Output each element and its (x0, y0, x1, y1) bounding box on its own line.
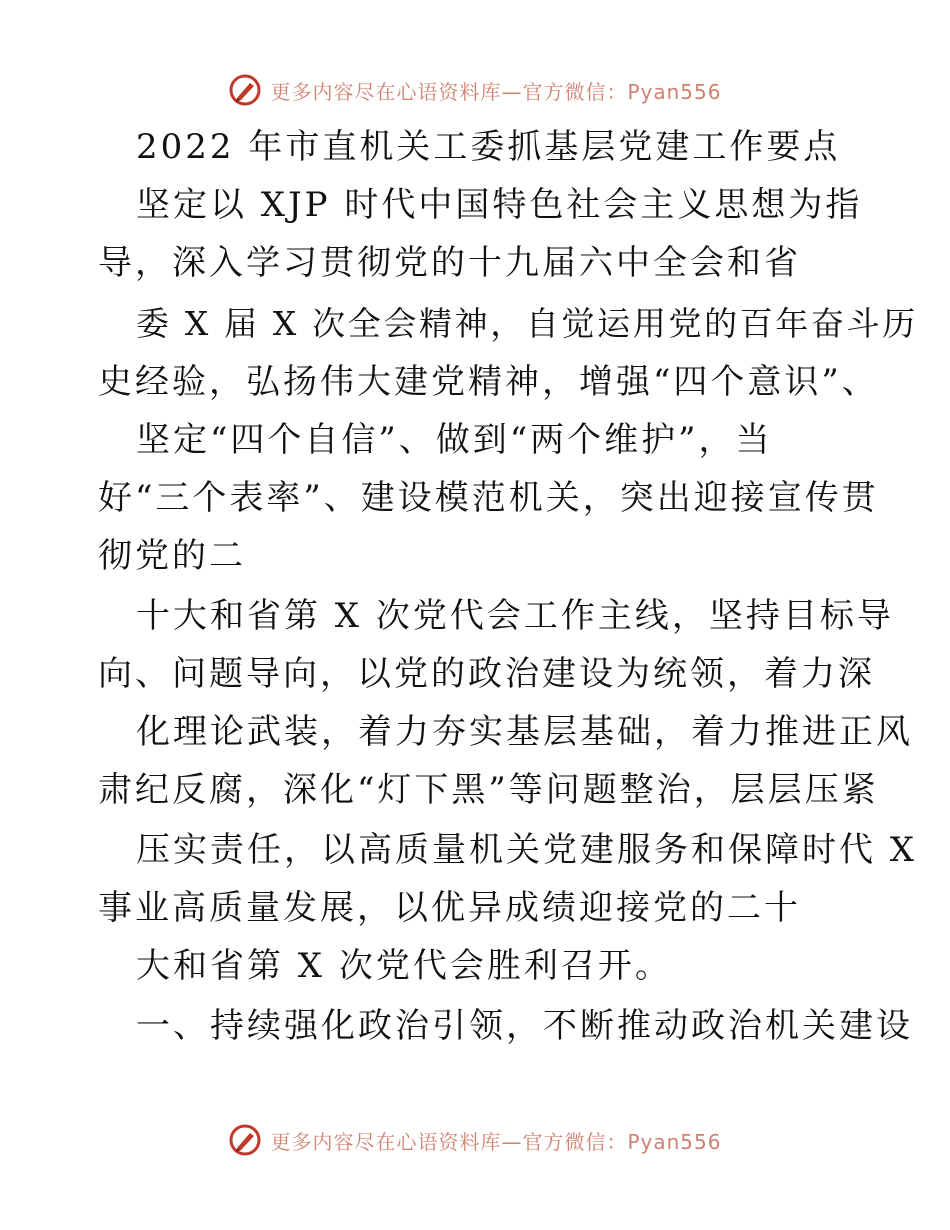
text-line: 史经验，弘扬伟大建党精神，增强“四个意识”、 (98, 362, 879, 402)
text-line: 向、问题导向，以党的政治建设为统领，着力深 (98, 654, 875, 694)
text-line: 委 X 届 X 次全会精神，自觉运用党的百年奋斗历 (136, 304, 918, 343)
text-line: 十大和省第 X 次党代会工作主线，坚持目标导 (136, 596, 894, 636)
text-line: 好“三个表率”、建设模范机关，突出迎接宣传贯 (98, 478, 879, 518)
document-title: 2022 年市直机关工委抓基层党建工作要点 (136, 127, 841, 167)
section-heading: 一、持续强化政治引领，不断推动政治机关建设 (136, 1006, 913, 1046)
text-line: 大和省第 X 次党代会胜利召开。 (136, 946, 672, 986)
text-line: 坚定“四个自信”、做到“两个维护”，当 (136, 420, 773, 460)
text-line: 肃纪反腐，深化“灯下黑”等问题整治，层层压紧 (98, 770, 879, 810)
pen-circle-logo-icon (228, 1123, 262, 1157)
text-line: 压实责任，以高质量机关党建服务和保障时代 X (136, 830, 918, 870)
watermark-text: 更多内容尽在心语资料库—官方微信：Pyan556 (270, 79, 722, 104)
text-line: 事业高质量发展，以优异成绩迎接党的二十 (98, 888, 801, 928)
text-line: 化理论武装，着力夯实基层基础，着力推进正风 (136, 712, 913, 752)
watermark-footer (0, 1120, 950, 1160)
text-line: 导，深入学习贯彻党的十九届六中全会和省 (98, 243, 801, 283)
text-line: 坚定以 XJP 时代中国特色社会主义思想为指 (136, 185, 863, 225)
text-line: 彻党的二 (98, 536, 246, 576)
watermark-text: 更多内容尽在心语资料库—官方微信：Pyan556 (270, 1129, 722, 1154)
